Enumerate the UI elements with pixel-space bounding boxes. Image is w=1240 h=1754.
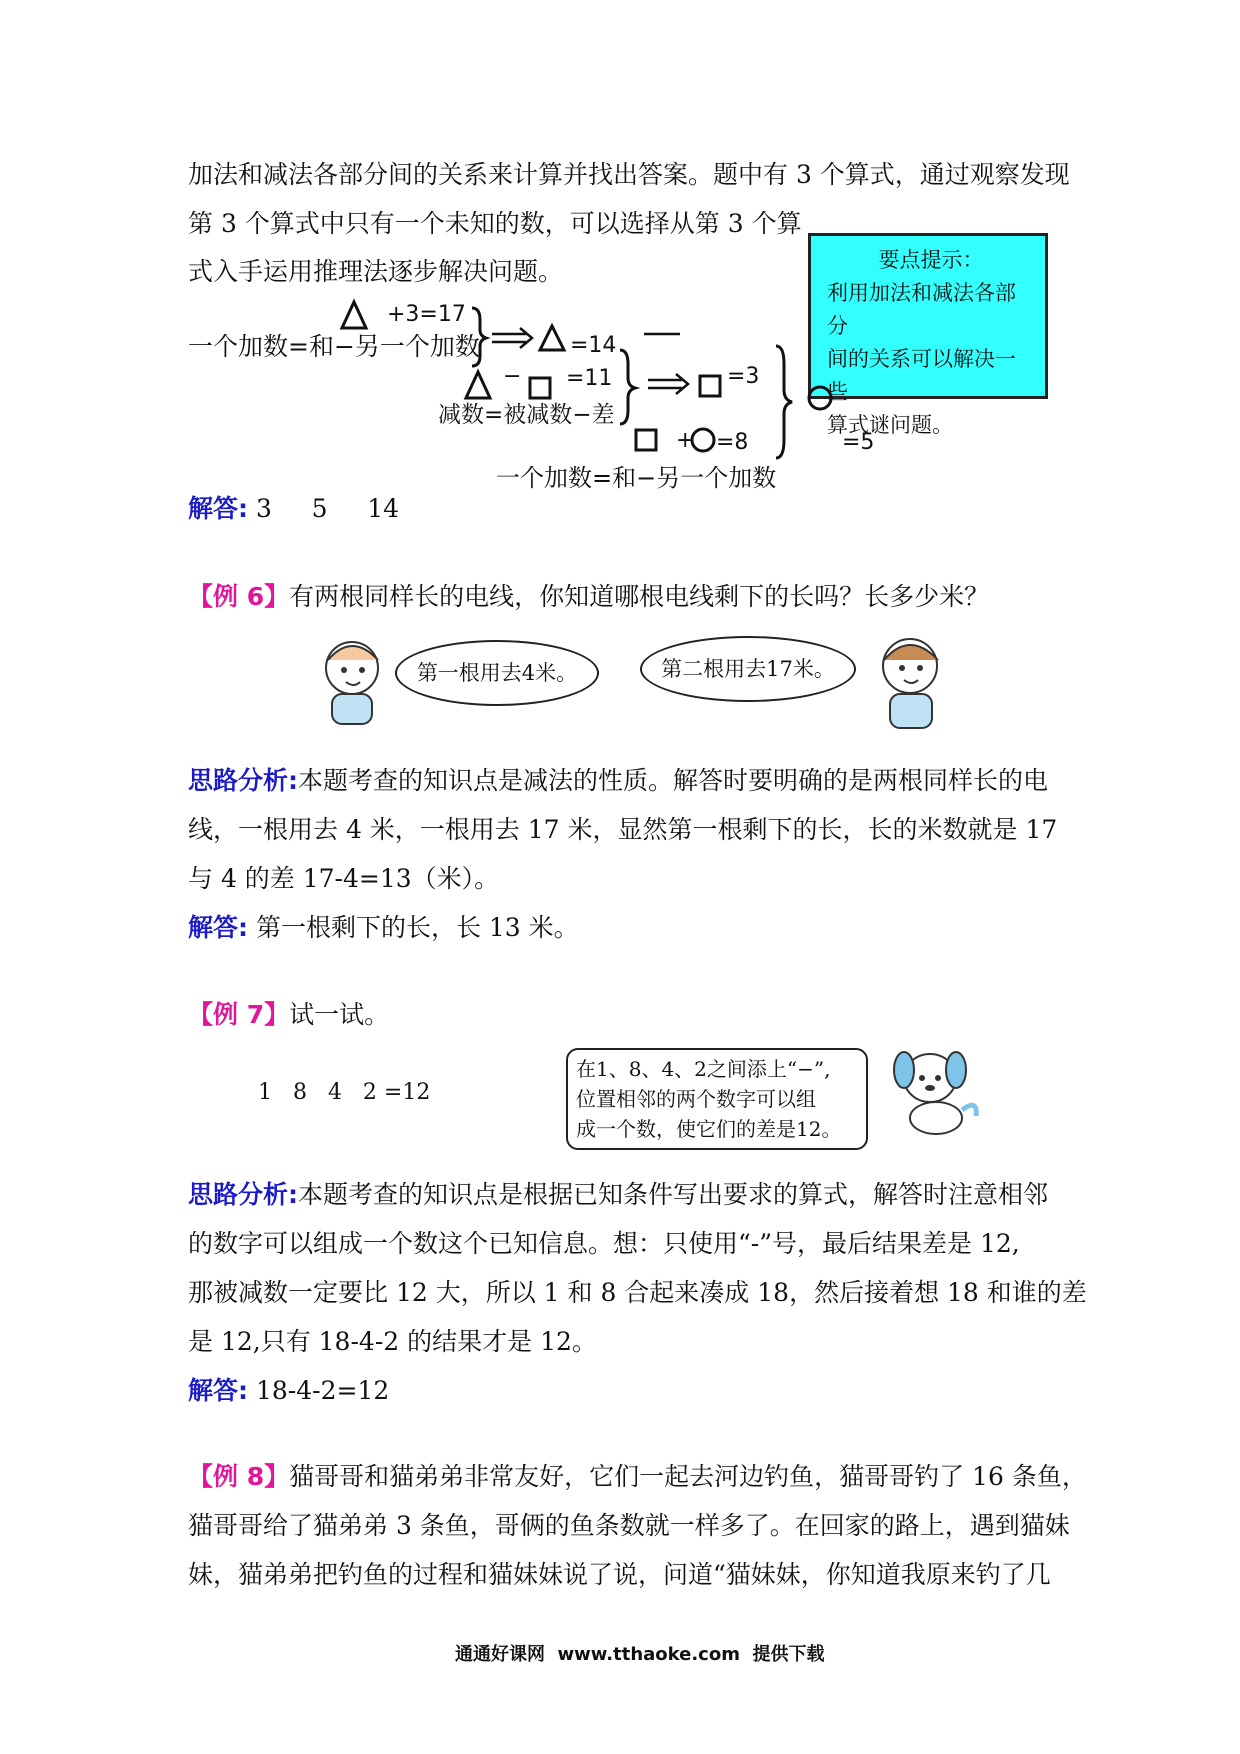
example-8-line-3: 妹，猫弟弟把钓鱼的过程和猫妹妹说了说，问道“猫妹妹，你知道我原来钓了几: [188, 1560, 1051, 1589]
triangle-icon: [540, 326, 564, 350]
intro-line-1: 加法和减法各部分间的关系来计算并找出答案。题中有 3 个算式，通过观察发现: [188, 160, 1070, 189]
example-6-analysis-2: 线，一根用去 4 米，一根用去 17 米，显然第一根剩下的长，长的米数就是 17: [188, 815, 1058, 844]
result-1: =14: [570, 333, 617, 358]
puzzle-equation: 1 8 4 2 =12: [258, 1080, 431, 1105]
analysis-text: 本题考查的知识点是根据已知条件写出要求的算式，解答时注意相邻: [298, 1180, 1049, 1209]
analysis-label: 思路分析:: [188, 766, 298, 795]
tip-line: 间的关系可以解决一些: [827, 347, 1016, 404]
double-arrow-icon: [648, 374, 688, 394]
hint-line: 位置相邻的两个数字可以组: [576, 1087, 816, 1111]
answer-text: 18-4-2=12: [255, 1376, 390, 1405]
circle-icon: [809, 387, 831, 409]
intro-line-3: 式入手运用推理法逐步解决问题。: [188, 257, 564, 286]
speech-bubble-1: [395, 640, 599, 706]
page-footer: 通通好课网 www.tthaoke.com 提供下载: [455, 1644, 825, 1665]
tip-line: 利用加法和减法各部分: [827, 281, 1016, 338]
equation-1: +3=17: [387, 302, 466, 327]
question-text: 试一试。: [289, 1000, 390, 1029]
triangle-icon: [466, 372, 490, 398]
analysis-label: 思路分析:: [188, 1180, 298, 1209]
circle-icon: [692, 429, 714, 451]
puppy-illustration: [880, 1040, 990, 1140]
square-icon: [636, 430, 656, 450]
speech-bubble-2: [640, 636, 856, 702]
equation-2-result: =11: [566, 366, 613, 391]
boy-illustration: [860, 626, 960, 736]
example-tag: 【例 8】: [188, 1462, 290, 1491]
answer-text: 3 5 14: [255, 494, 400, 523]
result-3: =5: [842, 430, 875, 455]
result-2: =3: [727, 364, 760, 389]
example-tag: 【例 6】: [188, 582, 290, 611]
analysis-text: 本题考查的知识点是减法的性质。解答时要明确的是两根同样长的电: [298, 766, 1049, 795]
example-7-analysis-4: 是 12,只有 18-4-2 的结果才是 12。: [188, 1327, 597, 1356]
answer-text: 第一根剩下的长，长 13 米。: [255, 913, 579, 942]
hint-bubble: [566, 1048, 868, 1150]
double-arrow-icon: [492, 328, 532, 348]
bubble-text: 第一根用去4米。: [416, 661, 578, 685]
equation-2-op: −: [503, 364, 522, 389]
rule-3: 一个加数=和−另一个加数: [496, 464, 777, 492]
answer-label: 解答:: [188, 494, 248, 523]
equation-3-op: +: [676, 428, 695, 453]
example-7-analysis-2: 的数字可以组成一个数这个已知信息。想：只使用“-”号，最后结果差是 12,: [188, 1229, 1020, 1258]
bubble-text: 第二根用去17米。: [661, 657, 835, 681]
example-6-analysis-1: [188, 756, 1048, 805]
example-7-analysis-3: 那被减数一定要比 12 大，所以 1 和 8 合起来凑成 18，然后接着想 18 和谁的差: [188, 1278, 1087, 1307]
hint-line: 成一个数，使它们的差是12。: [576, 1117, 842, 1141]
square-icon: [530, 378, 550, 398]
example-7-answer: [188, 1366, 389, 1415]
brace-icon: [620, 350, 635, 424]
tip-line: 算式谜问题。: [827, 413, 953, 437]
example-6-question: [188, 572, 989, 621]
question-text: 有两根同样长的电线，你知道哪根电线剩下的长吗？长多少米？: [289, 582, 990, 611]
rule-2: 减数=被减数−差: [438, 402, 615, 428]
example-8-line-1: [188, 1452, 1087, 1501]
example-6-answer: [188, 903, 579, 952]
tip-title: 要点提示：: [878, 248, 984, 272]
example-8-line-2: 猫哥哥给了猫弟弟 3 条鱼，哥俩的鱼条数就一样多了。在回家的路上，遇到猫妹: [188, 1511, 1070, 1540]
girl-illustration: [302, 630, 402, 730]
square-icon: [700, 376, 720, 396]
answer-1: [188, 484, 399, 533]
brace-icon: [776, 346, 792, 458]
rule-1: 一个加数=和−另一个加数: [188, 332, 480, 361]
example-6-analysis-3: 与 4 的差 17-4=13（米）。: [188, 864, 500, 893]
hint-line: 在1、8、4、2之间添上“−”,: [576, 1057, 831, 1081]
example-7-question: [188, 990, 389, 1039]
equation-3-result: =8: [716, 430, 749, 455]
example-7-analysis-1: [188, 1170, 1048, 1219]
answer-label: 解答:: [188, 1376, 248, 1405]
example-text: 猫哥哥和猫弟弟非常友好，它们一起去河边钓鱼，猫哥哥钓了 16 条鱼，: [289, 1462, 1087, 1491]
intro-line-2: 第 3 个算式中只有一个未知的数，可以选择从第 3 个算: [188, 209, 802, 238]
answer-label: 解答:: [188, 913, 248, 942]
example-tag: 【例 7】: [188, 1000, 290, 1029]
